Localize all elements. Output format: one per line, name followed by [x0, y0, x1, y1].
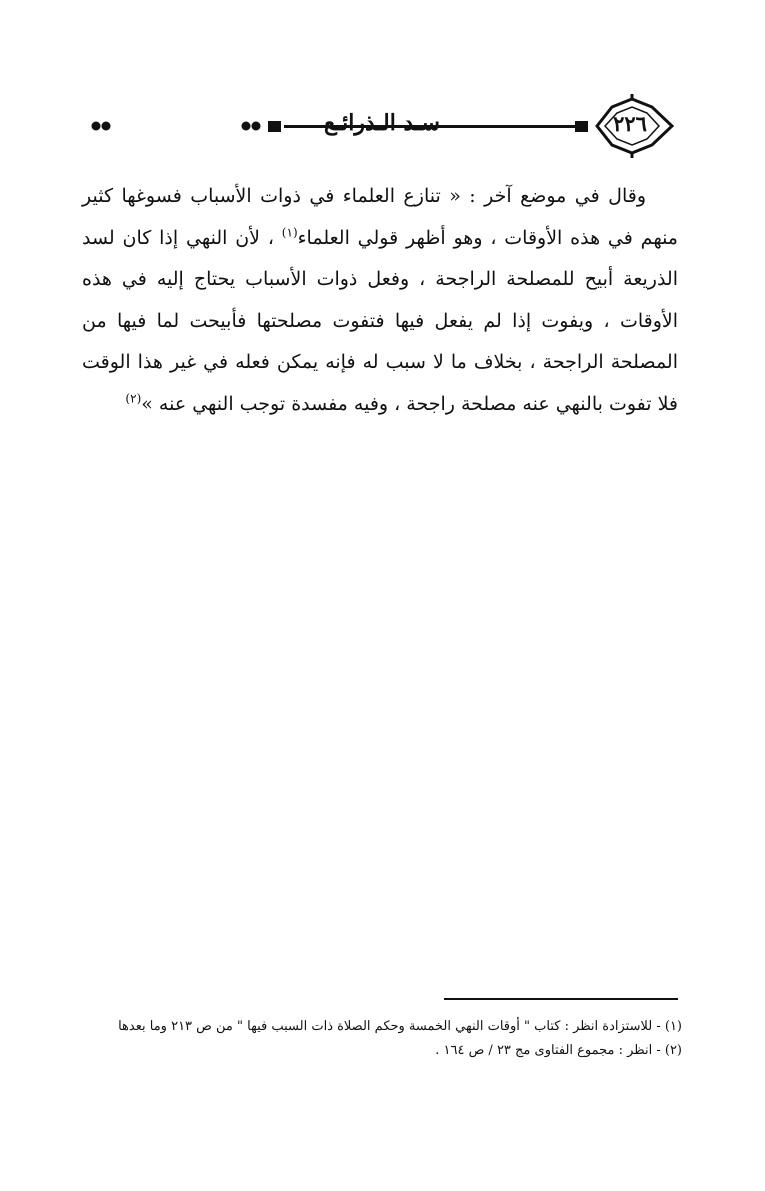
footnote-1: (١) - للاستزادة انظر : كتاب " أوقات النهي الخمسة وحكم الصلاة ذات السبب فيها " من ص ٢١٣ وما بعدها: [118, 1019, 682, 1034]
footnote-separator: [444, 998, 678, 1000]
page-header: [0, 85, 765, 165]
rule-end-block-right: [575, 121, 588, 132]
main-text: [82, 176, 678, 425]
paragraph-text-continued: ، لأن النهي إذا كان لسد الذريعة أبيح للمصلحة الراجحة ، وفعل ذوات الأسباب يحتاج إليه في هذه الأوقات ، ويفوت إذا لم يفعل فيها فتفوت مصلحتها فأبيحت لما فيها من المصلحة الراجحة ، بخلاف ما لا سبب له فإنه يمكن فعله في غير هذا الوقت فلا تفوت بالنهي عنه مصلحة راجحة ، وفيه مفسدة توجب النهي عنه »: [82, 226, 678, 415]
header-bullets: [92, 122, 261, 131]
running-title: سـد الـذرائـع: [324, 110, 440, 136]
footnote-2: (٢) - انظر : مجموع الفتاوى مج ٢٣ / ص ١٦٤ .: [435, 1043, 682, 1058]
rule-end-block-left: [268, 121, 281, 132]
body-paragraph: [82, 176, 678, 425]
footnote-ref-1: (١): [281, 225, 298, 240]
page-number: ٢٢٦: [613, 111, 647, 136]
paragraph-text: وقال في موضع آخر : « تنازع العلماء في ذوات الأسباب فسوغها كثير منهم في هذه الأوقات ، وهو أظهر قولي العلماء: [82, 185, 678, 249]
footnotes: [82, 1015, 682, 1063]
footnote-ref-2: (٢): [125, 391, 142, 406]
